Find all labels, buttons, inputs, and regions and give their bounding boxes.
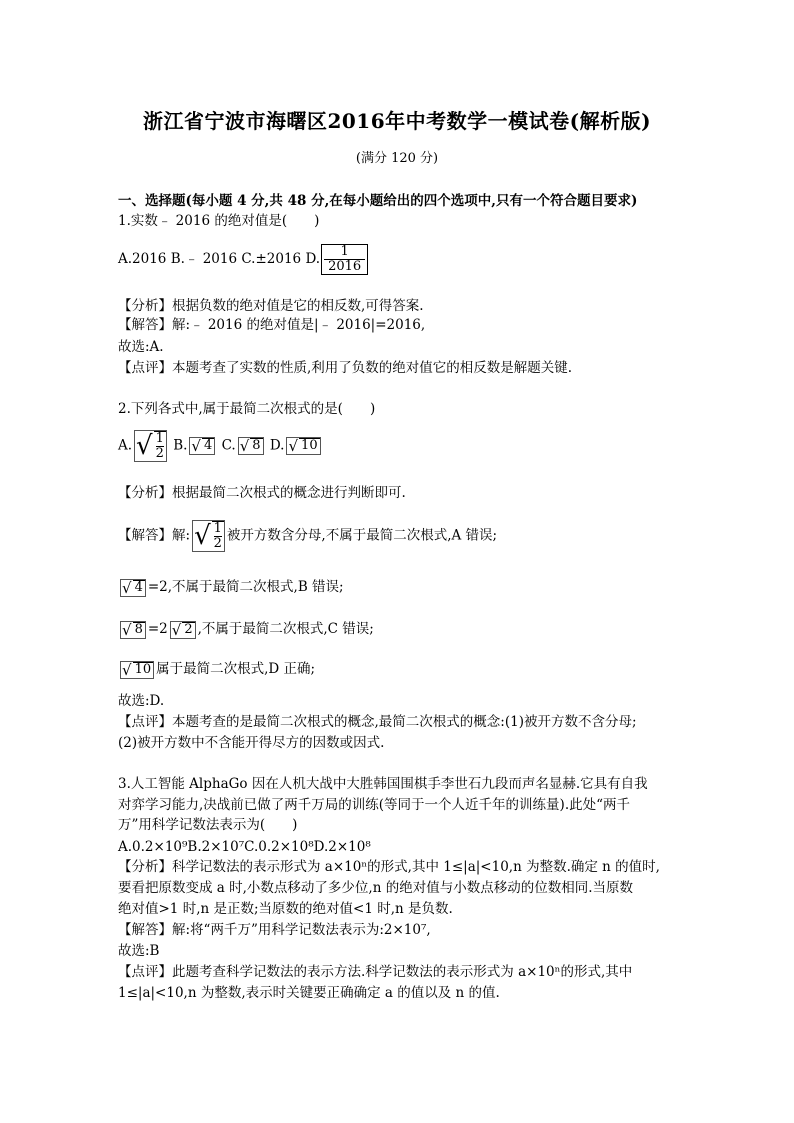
q2-rad-b-value: 4 xyxy=(203,438,213,453)
q2-option-b-radical xyxy=(189,437,215,455)
q2-solution-equals-2: =2 xyxy=(147,621,168,637)
q2-options xyxy=(118,430,323,462)
q1-solution: 【解答】解:﹣ 2016 的绝对值是|﹣ 2016|=2016, xyxy=(118,317,426,333)
q2-option-c-label: C. xyxy=(221,437,236,454)
q3-comment-line-2: 1≤|a|<10,n 为整数,表示时关键要正确确定 a 的值以及 n 的值. xyxy=(118,985,500,1001)
q2-solution-radical-4 xyxy=(120,579,146,597)
q1-choice: 故选:A. xyxy=(118,339,164,355)
q2-solution-radical-10 xyxy=(120,661,154,679)
q2-option-a-radical xyxy=(134,430,167,462)
q3-stem-line-3: 万”用科学记数法表示为( ) xyxy=(118,817,298,833)
sqrt-icon: √ xyxy=(191,437,201,455)
q2-stem: 2.下列各式中,属于最简二次根式的是( ) xyxy=(118,401,376,417)
q3-options: A.0.2×10⁹B.2×10⁷C.0.2×10⁸D.2×10⁸ xyxy=(118,839,371,855)
page-subtitle: (满分 120 分) xyxy=(355,151,439,166)
q1-options-text: A.2016 B.﹣ 2016 C.±2016 D. xyxy=(118,251,321,267)
q2-sol-rad-numerator: 1 xyxy=(213,521,222,536)
q2-rad-c-value: 8 xyxy=(252,438,261,453)
q2-sol-rad-8-value: 8 xyxy=(134,621,143,637)
q3-analysis-line-3: 绝对值>1 时,n 是正数;当原数的绝对值<1 时,n 是负数. xyxy=(118,901,453,917)
q3-stem-line-1: 3.人工智能 AlphaGo 因在人机大战中大胜韩国围棋手李世石九段而声名显赫.它具有自我 xyxy=(118,776,648,792)
q2-rad-a-numerator: 1 xyxy=(155,431,164,446)
q2-comment-line-2: (2)被开方数中不含能开得尽方的因数或因式. xyxy=(118,735,385,751)
q2-analysis: 【分析】根据最简二次根式的概念进行判断即可. xyxy=(118,485,406,501)
q2-solution-text-4: 属于最简二次根式,D 正确; xyxy=(156,661,316,677)
q2-solution-line-4 xyxy=(118,660,315,679)
q1-frac-numerator: 1 xyxy=(324,245,365,260)
q1-analysis: 【分析】根据负数的绝对值是它的相反数,可得答案. xyxy=(118,298,424,314)
sqrt-icon: √ xyxy=(194,521,211,551)
q2-rad-d-value: 10 xyxy=(301,438,318,453)
sqrt-icon: √ xyxy=(136,431,153,461)
q2-option-d-radical xyxy=(286,437,320,455)
q2-option-d-label: D. xyxy=(269,437,285,454)
q1-frac-denominator: 2016 xyxy=(328,259,362,274)
q2-solution-radical-8 xyxy=(120,621,146,639)
q1-option-d-fraction xyxy=(321,244,368,275)
q2-solution-radical-half xyxy=(192,520,225,552)
q3-analysis-line-1: 【分析】科学记数法的表示形式为 a×10ⁿ的形式,其中 1≤|a|<10,n 为整数.确定 n 的值时, xyxy=(118,859,660,875)
q2-solution-line-1 xyxy=(118,520,497,552)
page-title: 浙江省宁波市海曙区2016年中考数学一模试卷(解析版) xyxy=(142,109,652,133)
sqrt-icon: √ xyxy=(122,578,132,597)
q3-stem-line-2: 对弈学习能力,决战前已做了两千万局的训练(等同于一个人近千年的训练量).此处“两千 xyxy=(118,797,631,813)
q2-sol-rad-10-value: 10 xyxy=(134,661,152,677)
q2-sol-rad-denominator: 2 xyxy=(213,536,222,551)
q3-comment-line-1: 【点评】此题考查科学记数法的表示方法.科学记数法的表示形式为 a×10ⁿ的形式,其中 xyxy=(118,964,633,980)
section-heading: 一、选择题(每小题 4 分,共 48 分,在每小题给出的四个选项中,只有一个符合题目要求) xyxy=(118,193,638,209)
q2-choice: 故选:D. xyxy=(118,693,165,709)
q1-options xyxy=(118,244,369,275)
q2-rad-a-denominator: 2 xyxy=(155,446,164,461)
q2-option-c-radical xyxy=(238,437,264,455)
q2-solution-line-2 xyxy=(118,578,344,597)
q3-analysis-line-2: 要看把原数变成 a 时,小数点移动了多少位,n 的绝对值与小数点移动的位数相同.当原数 xyxy=(118,880,633,896)
q2-solution-text-1: 被开方数含分母,不属于最简二次根式,A 错误; xyxy=(226,527,498,544)
q2-solution-radical-2 xyxy=(170,621,196,639)
q2-comment-line-1: 【点评】本题考查的是最简二次根式的概念,最简二次根式的概念:(1)被开方数不含分母; xyxy=(118,714,637,730)
q1-comment: 【点评】本题考查了实数的性质,利用了负数的绝对值它的相反数是解题关键. xyxy=(118,360,573,376)
sqrt-icon: √ xyxy=(239,437,250,455)
q2-solution-line-3 xyxy=(118,620,374,639)
q2-option-a-label: A. xyxy=(118,437,133,454)
sqrt-icon: √ xyxy=(171,620,182,639)
q2-solution-text-2: =2,不属于最简二次根式,B 错误; xyxy=(147,579,344,595)
q3-solution: 【解答】解:将“两千万”用科学记数法表示为:2×10⁷, xyxy=(118,922,431,938)
q3-choice: 故选:B xyxy=(118,943,160,959)
q2-sol-rad-4-value: 4 xyxy=(134,579,143,595)
q2-sol-rad-2-value: 2 xyxy=(184,621,193,637)
q2-solution-text-3: ,不属于最简二次根式,C 错误; xyxy=(197,621,374,637)
sqrt-icon: √ xyxy=(288,437,299,455)
sqrt-icon: √ xyxy=(122,660,132,679)
sqrt-icon: √ xyxy=(122,620,132,639)
q2-option-b-label: B. xyxy=(173,437,188,454)
q2-solution-prefix: 【解答】解: xyxy=(118,527,191,544)
q1-stem: 1.实数﹣ 2016 的绝对值是( ) xyxy=(118,213,320,229)
